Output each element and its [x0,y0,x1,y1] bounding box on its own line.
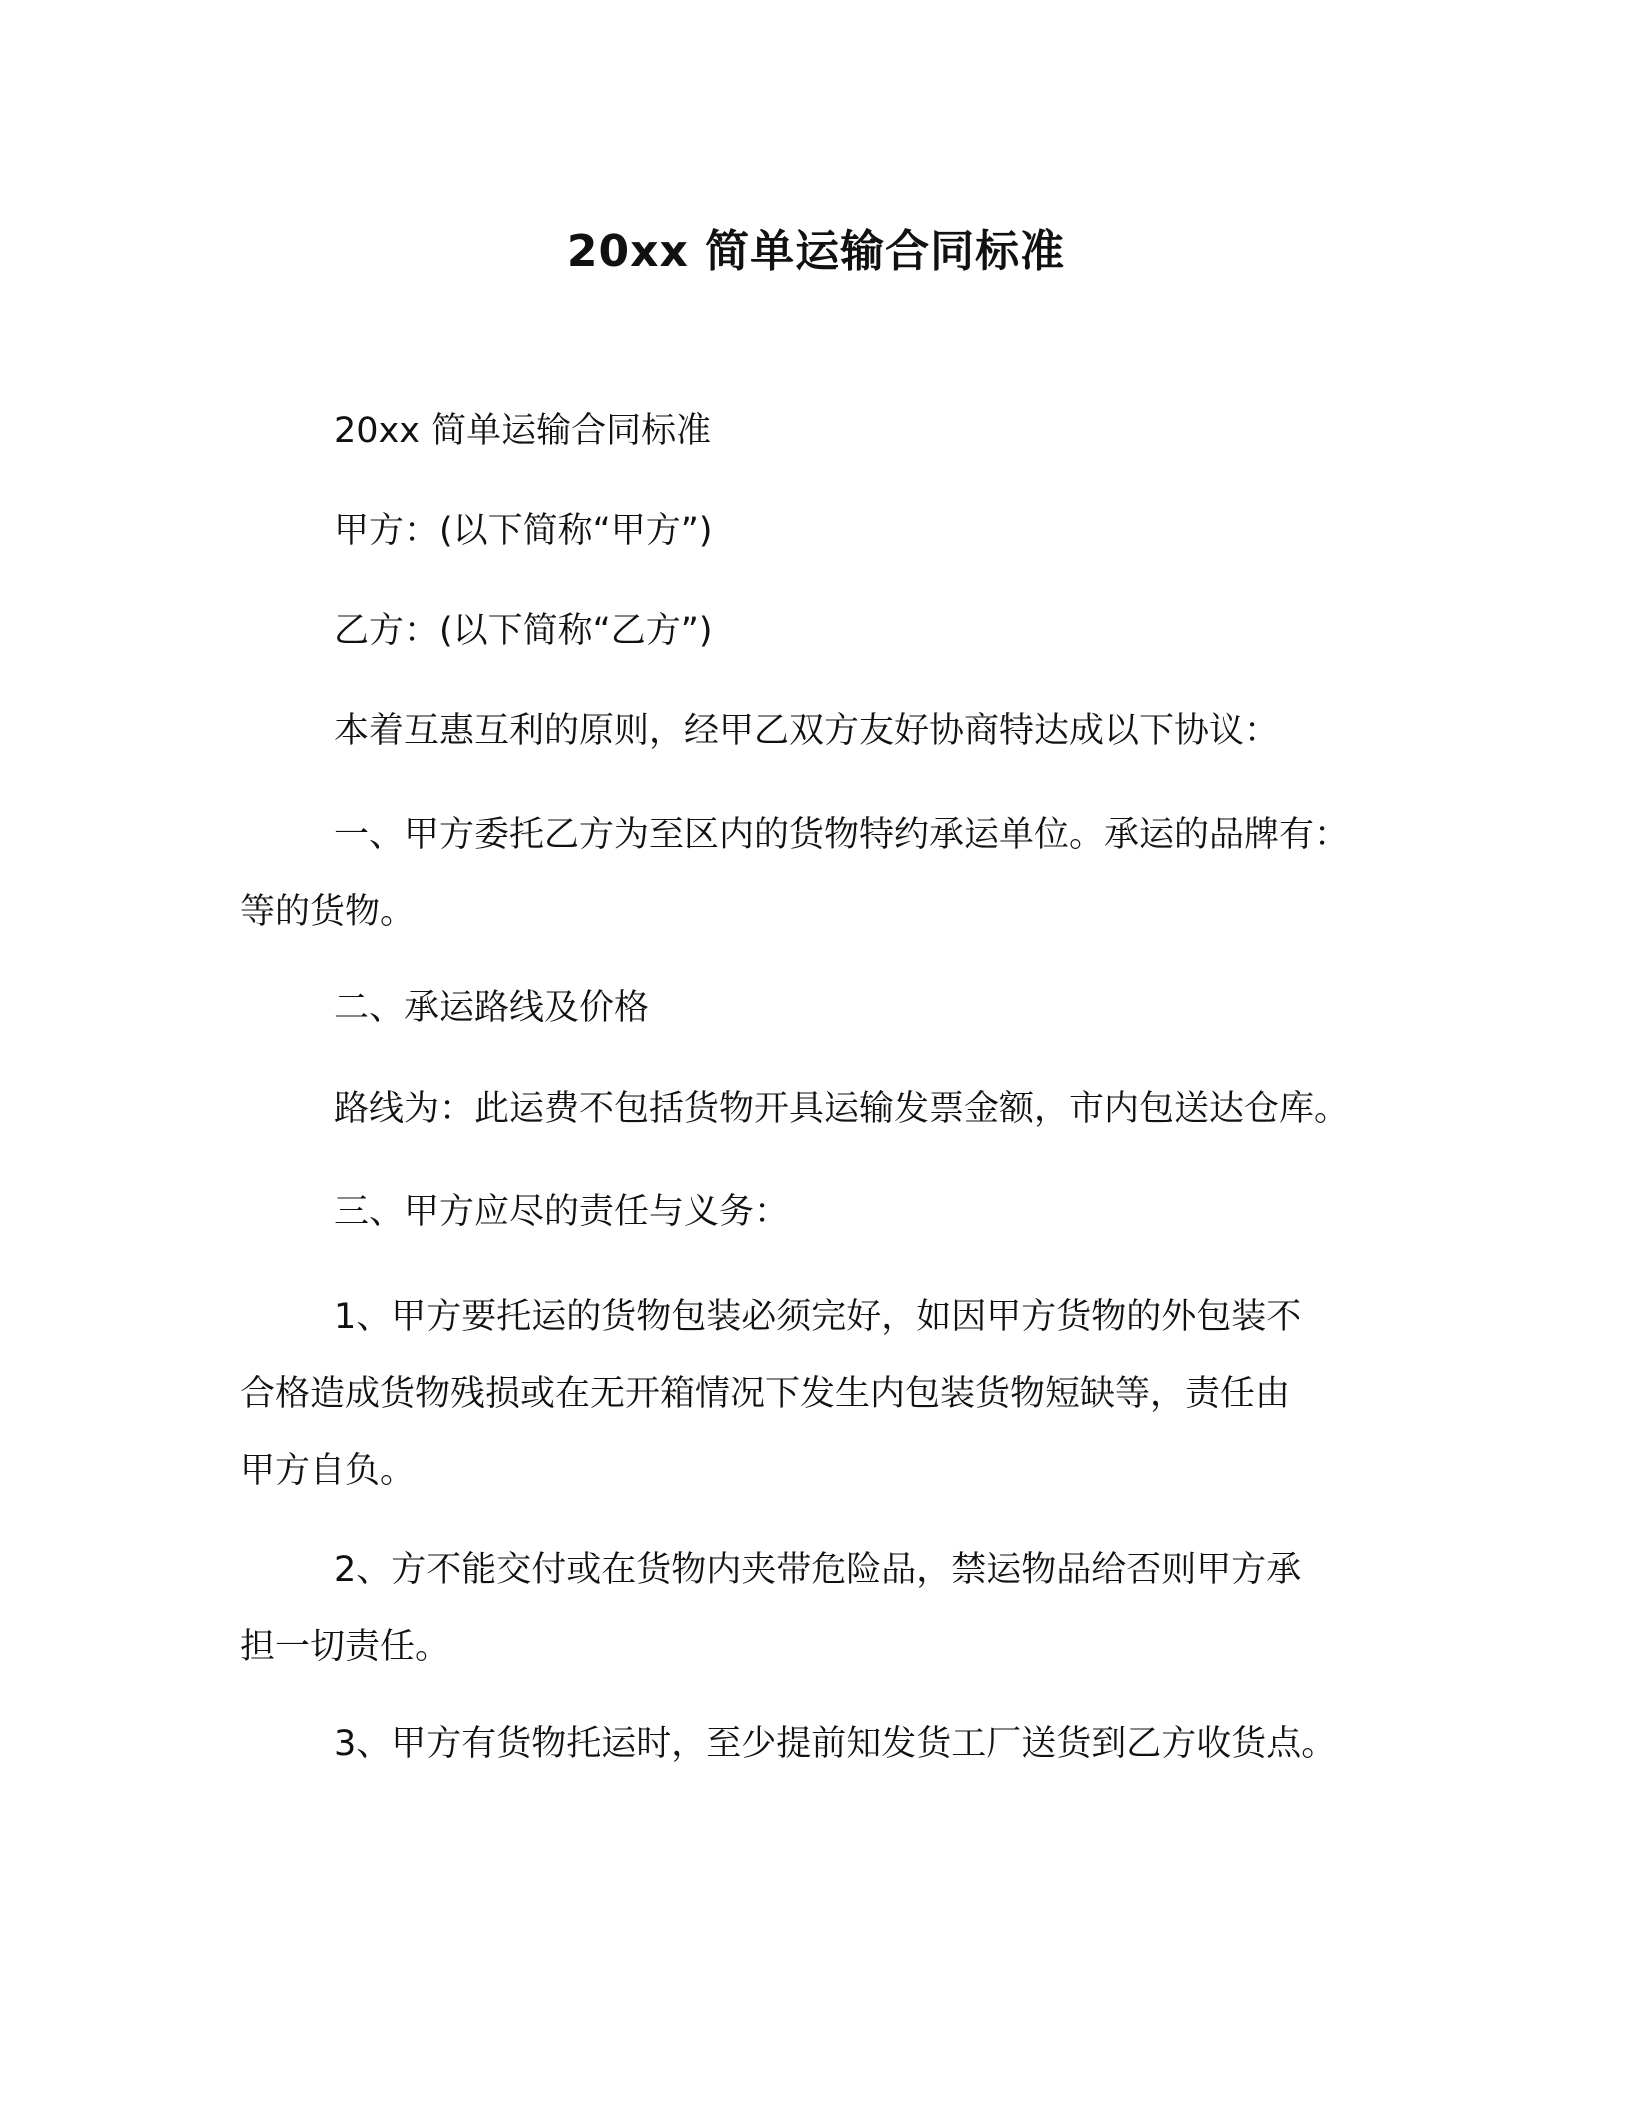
paragraph-line: 一、甲方委托乙方为至区内的货物特约承运单位。承运的品牌有： [334,815,1350,855]
paragraph-line: 3、甲方有货物托运时，至少提前知发货工厂送货到乙方收货点。 [334,1724,1337,1764]
party-b-paragraph [240,593,1400,670]
paragraph-line: 2、方不能交付或在货物内夹带危险品，禁运物品给否则甲方承 [334,1550,1302,1590]
party-a-paragraph [240,493,1400,570]
paragraph-line: 二、承运路线及价格 [334,988,650,1028]
subtitle-paragraph [240,393,1400,470]
document-title: 20xx 简单运输合同标准 [566,226,1066,277]
paragraph-line: 1、甲方要托运的货物包装必须完好，如因甲方货物的外包装不 [334,1297,1302,1337]
item-2-paragraph [240,1532,1400,1686]
paragraph-line: 合格造成货物残损或在无开箱情况下发生内包装货物短缺等，责任由 [240,1374,1291,1414]
paragraph-line: 路线为：此运费不包括货物开具运输发票金额，市内包送达仓库。 [334,1089,1350,1129]
paragraph-line: 担一切责任。 [240,1627,451,1667]
clause-2-heading [240,970,1400,1047]
item-3-paragraph [240,1706,1400,1783]
paragraph-line: 20xx 简单运输合同标准 [334,411,712,451]
paragraph-line: 甲方自负。 [240,1451,416,1491]
item-1-paragraph [240,1279,1400,1510]
paragraph-line: 甲方：(以下简称“甲方”) [334,511,713,551]
route-paragraph [240,1071,1400,1148]
preamble-paragraph [240,693,1400,770]
clause-3-heading [240,1174,1400,1251]
clause-1-paragraph [240,797,1400,951]
paragraph-line: 乙方：(以下简称“乙方”) [334,611,713,651]
paragraph-line: 三、甲方应尽的责任与义务： [334,1192,790,1232]
paragraph-line: 本着互惠互利的原则，经甲乙双方友好协商特达成以下协议： [334,711,1280,751]
paragraph-line: 等的货物。 [240,892,416,932]
